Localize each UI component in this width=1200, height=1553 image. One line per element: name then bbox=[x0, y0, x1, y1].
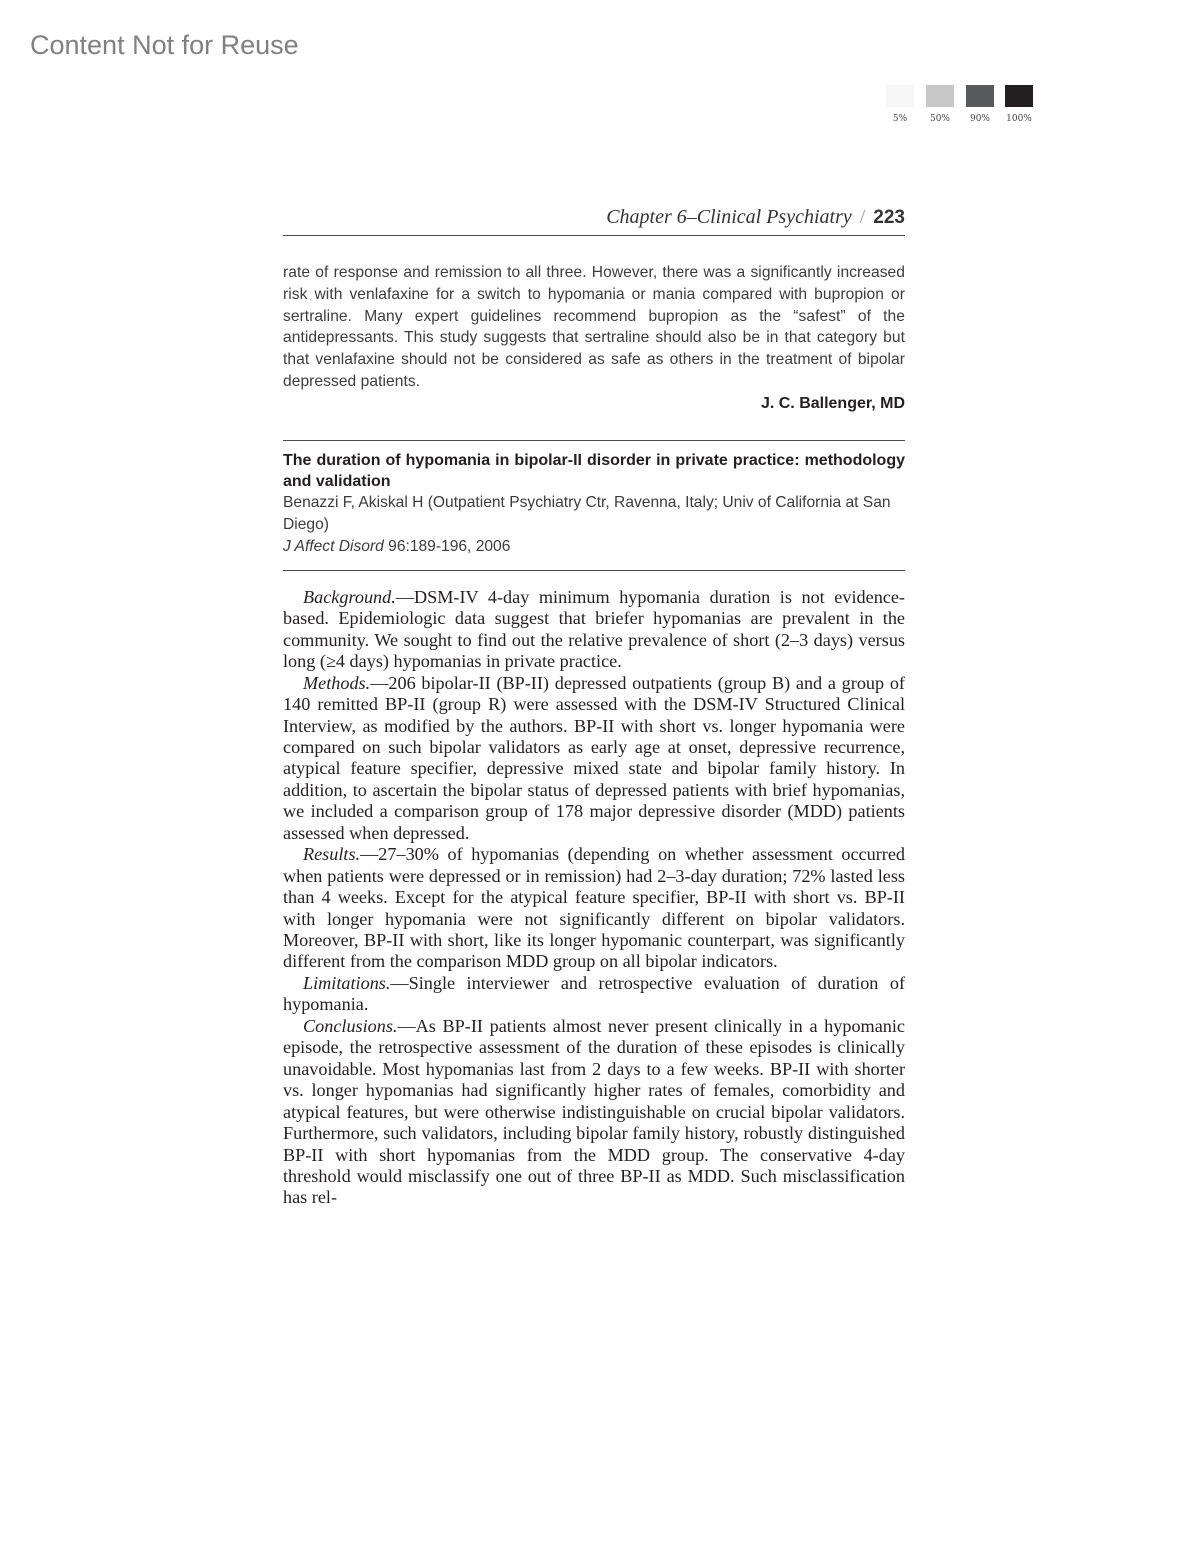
swatch-label-90: 90% bbox=[969, 114, 990, 124]
limitations-heading: Limitations. bbox=[303, 972, 391, 993]
results-text: —27–30% of hypomanias (depending on whether assessment occurred when patients were depressed or in remission) had 2–3-day duration; 72% lasted less than 4 weeks. Except for the atypical feature specifier, BP-II with short vs. BP-II with longer hypomania were not significantly different on bipolar validators. Moreover, BP-II with short, like its longer hypomanic counterpart, was significantly different from the comparison MDD group on all bipolar indicators. bbox=[283, 844, 905, 972]
methods-heading: Methods. bbox=[303, 672, 371, 693]
abstract-conclusions bbox=[283, 1016, 905, 1209]
results-heading: Results. bbox=[303, 844, 361, 865]
citation-details: 96:189-196, 2006 bbox=[383, 537, 511, 555]
watermark: Content Not for Reuse bbox=[30, 30, 299, 60]
running-header bbox=[283, 200, 905, 236]
chapter-title: Chapter 6–Clinical Psychiatry bbox=[606, 206, 852, 228]
swatch-50 bbox=[926, 85, 954, 107]
article-citation bbox=[283, 536, 905, 558]
swatch-label-100: 100% bbox=[1006, 114, 1032, 124]
header-separator: / bbox=[859, 206, 866, 228]
abstract-methods bbox=[283, 673, 905, 845]
article-reference bbox=[283, 440, 905, 571]
background-text: —DSM-IV 4-day minimum hypomania duration is not evidence-based. Epidemiologic data suggest that briefer hypomanias are prevalent in the community. We sought to find out the relative prevalence of short (2–3 days) versus long (≥4 days) hypomanias in private practice. bbox=[283, 586, 905, 672]
article-title: The duration of hypomania in bipolar-II disorder in private practice: methodology and validation bbox=[283, 451, 905, 490]
journal-name: J Affect Disord bbox=[283, 537, 384, 555]
swatch-label-50: 50% bbox=[929, 114, 950, 124]
commentary-signature: J. C. Ballenger, MD bbox=[760, 394, 905, 412]
abstract-results bbox=[283, 844, 905, 973]
abstract-limitations bbox=[283, 973, 905, 1016]
page-number: 223 bbox=[873, 206, 905, 228]
swatch-5 bbox=[886, 85, 914, 107]
article-authors: Benazzi F, Akiskal H (Outpatient Psychiatry Ctr, Ravenna, Italy; Univ of California at San Diego) bbox=[283, 493, 891, 533]
conclusions-heading: Conclusions. bbox=[303, 1015, 398, 1036]
background-heading: Background. bbox=[303, 586, 396, 607]
conclusions-text: —As BP-II patients almost never present clinically in a hypomanic episode, the retrospective assessment of the duration of these episodes is clinically unavoidable. Most hypomanias last from 2 days to a few weeks. BP-II with shorter vs. longer hypomanias had significantly higher rates of females, comorbidity and atypical features, but were otherwise indistinguishable on crucial bipolar validators. Furthermore, such validators, including bipolar family history, robustly distinguished BP-II with short hypomanias from the MDD group. The conservative 4-day threshold would misclassify one out of three BP-II as MDD. Such misclassification has rel- bbox=[283, 1015, 905, 1208]
abstract bbox=[283, 587, 905, 1209]
commentary-text: rate of response and remission to all three. However, there was a significantly increased risk with venlafaxine for a switch to hypomania or mania compared with bupropion or sertraline. Many expert guidelines recommend bupropion as the “safest” of the antidepressants. This study suggests that sertraline should also be in that category but that venlafaxine should not be considered as safe as others in the treatment of bipolar depressed patients. bbox=[283, 264, 905, 390]
swatch-100 bbox=[1005, 85, 1033, 107]
methods-text: —206 bipolar-II (BP-II) depressed outpatients (group B) and a group of 140 remitted BP-II (group R) were assessed with the DSM-IV Structured Clinical Interview, as modified by the authors. BP-II with short vs. longer hypomania were compared on such bipolar validators as early age at onset, depressive recurrence, atypical feature specifier, depressive mixed state and bipolar family history. In addition, to ascertain the bipolar status of depressed patients with brief hypomanias, we included a comparison group of 178 major depressive disorder (MDD) patients assessed when depressed. bbox=[283, 672, 905, 843]
abstract-background bbox=[283, 587, 905, 673]
swatch-label-5: 5% bbox=[892, 114, 908, 124]
document-page bbox=[283, 200, 905, 1209]
limitations-text: —Single interviewer and retrospective evaluation of duration of hypomania. bbox=[283, 972, 905, 1015]
swatch-90 bbox=[966, 85, 994, 107]
